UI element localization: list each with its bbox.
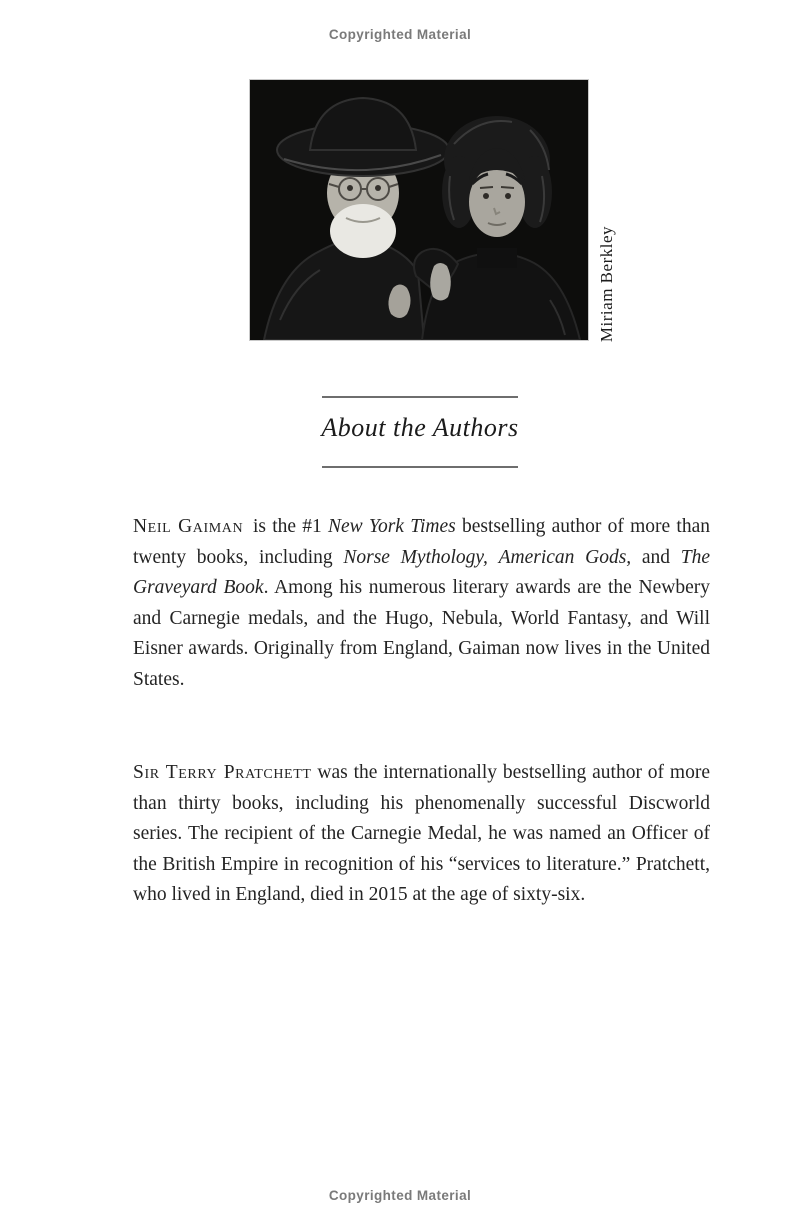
photo-credit: Miriam Berkley (597, 225, 616, 342)
photo-credit-box (594, 78, 620, 342)
page-title: About the Authors (321, 413, 519, 442)
copyright-notice-bottom: Copyrighted Material (328, 1188, 472, 1203)
paragraph: Sir Terry Pratchett was the internationally bestselling author of more than thirty books, including his phenomenally successful Discworld series. The recipient of the Carnegie Medal, he was named an Officer of the British Empire in recognition of his “services to literature.” Pratchett, who lived in England, died in 2015 at the age of sixty-six. (133, 762, 710, 905)
about-text (133, 512, 710, 911)
heading-rule-bottom (322, 466, 518, 468)
heading-rule-top (322, 396, 518, 398)
paragraph: Neil Gaiman is the #1 New York Times bestselling author of more than twenty books, including Norse Mythology, American Gods, and The Graveyard Book. Among his numerous literary awards are the Newbery and Carnegie medals, and the Hugo, Nebula, World Fantasy, and Will Eisner awards. Originally from England, Gaiman now lives in the United States. (133, 516, 710, 690)
authors-photo (250, 80, 588, 340)
copyright-notice-top: Copyrighted Material (328, 27, 472, 42)
authors-photo-illustration (250, 80, 588, 340)
